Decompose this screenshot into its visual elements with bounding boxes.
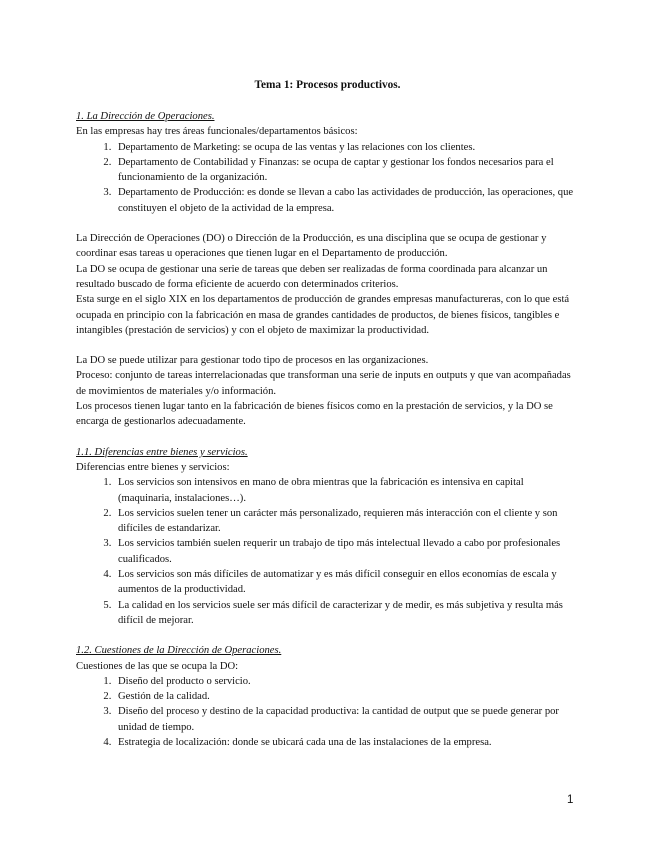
numbered-list: [76, 140, 578, 216]
paragraph: La DO se ocupa de gestionar una serie de tareas que deben ser realizadas de forma coordinada para alcanzar un resultado buscado de forma eficiente de acuerdo con determinados criterios.: [76, 263, 548, 290]
list-item: 4. Estrategia de localización: donde se ubicará cada una de las instalaciones de la empresa.: [114, 735, 578, 750]
list-item: 3. Los servicios también suelen requerir un trabajo de tipo más intelectual llevado a cabo por profesionales cualificados.: [114, 536, 578, 567]
list-item: 3. Departamento de Producción: es donde se llevan a cabo las actividades de producción, las operaciones, que constituyen el objeto de la actividad de la empresa.: [114, 185, 578, 216]
paragraph: En las empresas hay tres áreas funcionales/departamentos básicos:: [76, 126, 358, 138]
paragraph: Los procesos tienen lugar tanto en la fabricación de bienes físicos como en la prestación de servicios, y la DO se encarga de gestionarlos adecuadamente.: [76, 401, 553, 428]
list-item: 5. La calidad en los servicios suele ser más difícil de caracterizar y de medir, es más subjetiva y resulta más difícil de mejorar.: [114, 598, 578, 629]
paragraph: La Dirección de Operaciones (DO) o Dirección de la Producción, es una disciplina que se ocupa de gestionar y coordinar esas tareas u operaciones que tienen lugar en el Departamento de producción.: [76, 233, 547, 260]
paragraph: Proceso: conjunto de tareas interrelacionadas que transforman una serie de inputs en outputs y que van acompañadas de movimientos de materiales y/o información.: [76, 370, 571, 397]
section-heading: 1.1. Diferencias entre bienes y servicios.: [76, 446, 248, 458]
list-item: 1. Diseño del producto o servicio.: [114, 674, 578, 689]
list-item: 2. Los servicios suelen tener un carácter más personalizado, requieren más interacción con el cliente y son difíciles de estandarizar.: [114, 506, 578, 537]
numbered-list: [76, 674, 578, 750]
page-number: 1: [567, 794, 574, 806]
paragraph: Esta surge en el siglo XIX en los departamentos de producción de grandes empresas manufactureras, con lo que está ocupada en principio con la fabricación en masa de grandes cantidades de productos, de bienes físicos, tangibles e intangibles (prestación de servicios) y con el objeto de maximizar la productividad.: [76, 294, 570, 336]
list-item: 1. Departamento de Marketing: se ocupa de las ventas y las relaciones con los clientes.: [114, 140, 578, 155]
document-body: [76, 109, 578, 750]
document-title: Tema 1: Procesos productivos.: [254, 79, 401, 91]
numbered-list: [76, 475, 578, 628]
section-heading: 1.2. Cuestiones de la Dirección de Operaciones.: [76, 645, 282, 657]
list-item: 2. Gestión de la calidad.: [114, 689, 578, 704]
paragraph: Cuestiones de las que se ocupa la DO:: [76, 660, 239, 672]
list-item: 2. Departamento de Contabilidad y Finanzas: se ocupa de captar y gestionar los fondos necesarios para el funcionamiento de la organización.: [114, 155, 578, 186]
list-item: 1. Los servicios son intensivos en mano de obra mientras que la fabricación es intensiva en capital (maquinaria, instalaciones…).: [114, 475, 578, 506]
paragraph: Diferencias entre bienes y servicios:: [76, 461, 230, 473]
paragraph: La DO se puede utilizar para gestionar todo tipo de procesos en las organizaciones.: [76, 355, 429, 367]
list-item: 3. Diseño del proceso y destino de la capacidad productiva: la cantidad de output que se puede generar por unidad de tiempo.: [114, 704, 578, 735]
list-item: 4. Los servicios son más difíciles de automatizar y es más difícil conseguir en ellos economías de escala y aumentos de la productividad.: [114, 567, 578, 598]
section-heading: 1. La Dirección de Operaciones.: [76, 111, 215, 122]
